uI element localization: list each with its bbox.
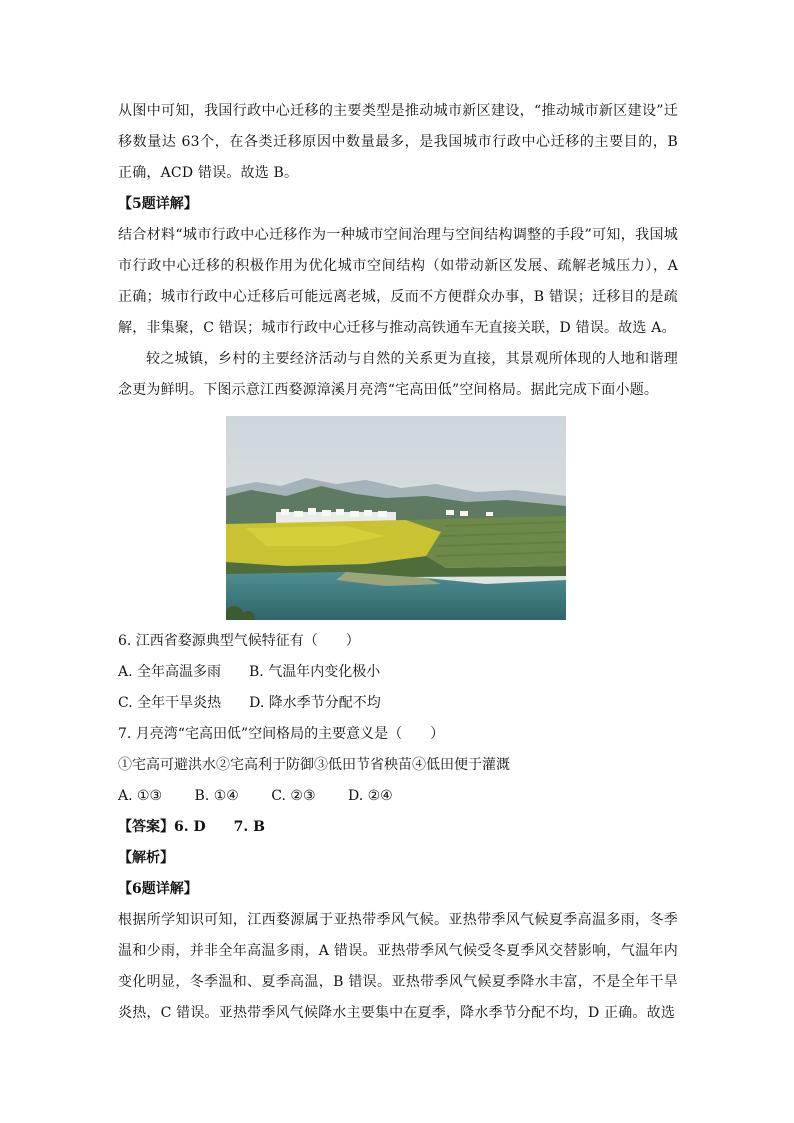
q6-options-row1: A. 全年高温多雨 B. 气温年内变化极小: [118, 664, 381, 680]
section-5-text: 结合材料“城市行政中心迁移作为一种城市空间治理与空间结构调整的手段”可知，我国城市行政中心迁移的积极作用为优化城市空间结构（如带动新区发展、疏解老城压力），A 正确；城市行政中心迁移后可能远离老城，反而不方便群众办事，B 错误；迁移目的是疏解，非集聚，C 错误；城市行政中心迁移与推动高铁通车无直接关联，D 错误。故选 A。: [118, 227, 678, 336]
analysis-heading: 【解析】: [118, 850, 174, 866]
q7-options: A. ①③ B. ①④ C. ②③ D. ②④: [118, 788, 393, 804]
section-6-heading: 【6题详解】: [118, 881, 198, 897]
intro-paragraph: 从图中可知，我国行政中心迁移的主要类型是推动城市新区建设，“推动城市新区建设”迁移数量达 63个，在各类迁移原因中数量最多，是我国城市行政中心迁移的主要目的，B 正确，ACD 错误。故选 B。: [118, 103, 678, 181]
q6-stem: 6. 江西省婺源典型气候特征有（ ）: [118, 633, 360, 649]
landscape-photo: [226, 416, 566, 620]
q7-stem: 7. 月亮湾“宅高田低”空间格局的主要意义是（ ）: [118, 726, 445, 742]
q7-statements: ①宅高可避洪水②宅高利于防御③低田节省秧苗④低田便于灌溉: [118, 757, 510, 773]
landscape-photo-illustration: [226, 416, 566, 620]
section-5-heading: 【5题详解】: [118, 196, 198, 212]
material-paragraph: 较之城镇，乡村的主要经济活动与自然的关系更为直接，其景观所体现的人地和谐理念更为鲜明。下图示意江西婺源漳溪月亮湾“宅高田低”空间格局。据此完成下面小题。: [118, 351, 678, 398]
section-6-text: 根据所学知识可知，江西婺源属于亚热带季风气候。亚热带季风气候夏季高温多雨，冬季温和少雨，并非全年高温多雨，A 错误。亚热带季风气候受冬夏季风交替影响，气温年内变化明显，冬季温和、夏季高温，B 错误。亚热带季风气候夏季降水丰富，不是全年干旱炎热，C 错误。亚热带季风气候降水主要集中在夏季，降水季节分配不均，D 正确。故选: [118, 912, 678, 1021]
q6-options-row2: C. 全年干旱炎热 D. 降水季节分配不均: [118, 695, 381, 711]
answer-line: 【答案】6. D 7. B: [118, 819, 265, 835]
document-page: [118, 96, 678, 1029]
